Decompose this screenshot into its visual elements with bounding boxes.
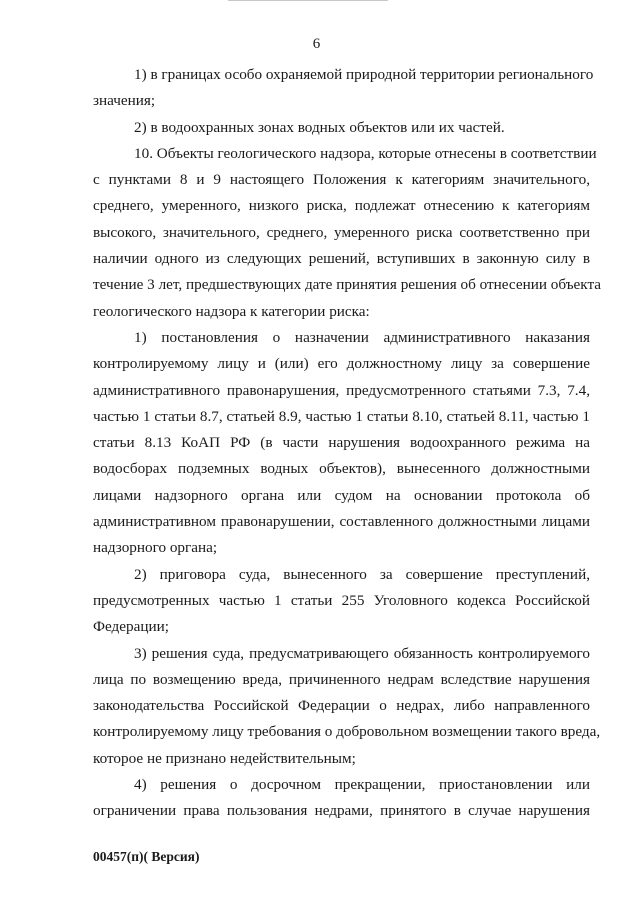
text-line: с пунктами 8 и 9 настоящего Положения к категориям значительного, [93,171,590,189]
text-line: геологического надзора к категории риска: [93,302,370,320]
paragraph [93,62,594,115]
text-line: лица по возмещению вреда, причиненного недрам вследствие нарушения [93,670,590,688]
top-divider [228,0,388,1]
document-body [93,62,602,825]
paragraph [93,641,601,772]
text-line: контролируемому лицу требования о добровольном возмещении такого вреда, [93,723,601,741]
text-line: 10. Объекты геологического надзора, которые отнесены в соответствии [134,144,597,162]
text-line: высокого, значительного, среднего, умеренного риска соответственно при [93,223,590,241]
text-line: 2) приговора суда, вынесенного за совершение преступлений, [134,565,590,583]
document-footer-code: 00457(п)( Версия) [93,849,200,864]
text-line: лицами надзорного органа или судом на основании протокола об [93,486,590,504]
text-line: законодательства Российской Федерации о недрах, либо направленного [93,697,590,715]
text-line: частью 1 статьи 8.7, статьей 8.9, частью 1 статьи 8.10, статьей 8.11, частью 1 [93,407,590,425]
paragraph [93,115,590,141]
text-line: 3) решения суда, предусматривающего обязанность контролируемого [134,644,590,662]
text-line: 1) в границах особо охраняемой природной территории регионального [134,66,594,83]
text-line: наличии одного из следующих решений, вступивших в законную силу в [93,250,590,268]
text-line: предусмотренных частью 1 статьи 255 Уголовного кодекса Российской [93,591,590,609]
paragraph [93,562,590,641]
text-line: 1) постановления о назначении административного наказания [134,328,590,346]
paragraph [93,141,602,325]
text-line: 4) решения о досрочном прекращении, приостановлении или [134,776,590,794]
text-line: контролируемому лицу и (или) его должностному лицу за совершение [93,355,590,373]
text-line: административном правонарушении, составленного должностными лицами [93,513,590,531]
page-number: 6 [312,36,321,52]
text-line: Федерации; [93,618,169,636]
text-line: 2) в водоохранных зонах водных объектов или их частей. [134,118,505,136]
text-line: значения; [93,92,156,110]
text-line: течение 3 лет, предшествующих дате принятия решения об отнесении объекта [93,276,602,294]
text-line: статьи 8.13 КоАП РФ (в части нарушения водоохранного режима на [93,434,590,452]
text-line: административного правонарушения, предусмотренного статьями 7.3, 7.4, [93,381,590,399]
paragraph [93,325,590,562]
paragraph [93,772,590,825]
text-line: надзорного органа; [93,539,218,557]
text-line: среднего, умеренного, низкого риска, подлежат отнесению к категориям [93,197,590,215]
text-line: которое не признано недействительным; [93,749,356,767]
text-line: ограничении права пользования недрами, принятого в случае нарушения [93,802,590,820]
text-line: водосборах подземных водных объектов), вынесенного должностными [93,460,590,478]
